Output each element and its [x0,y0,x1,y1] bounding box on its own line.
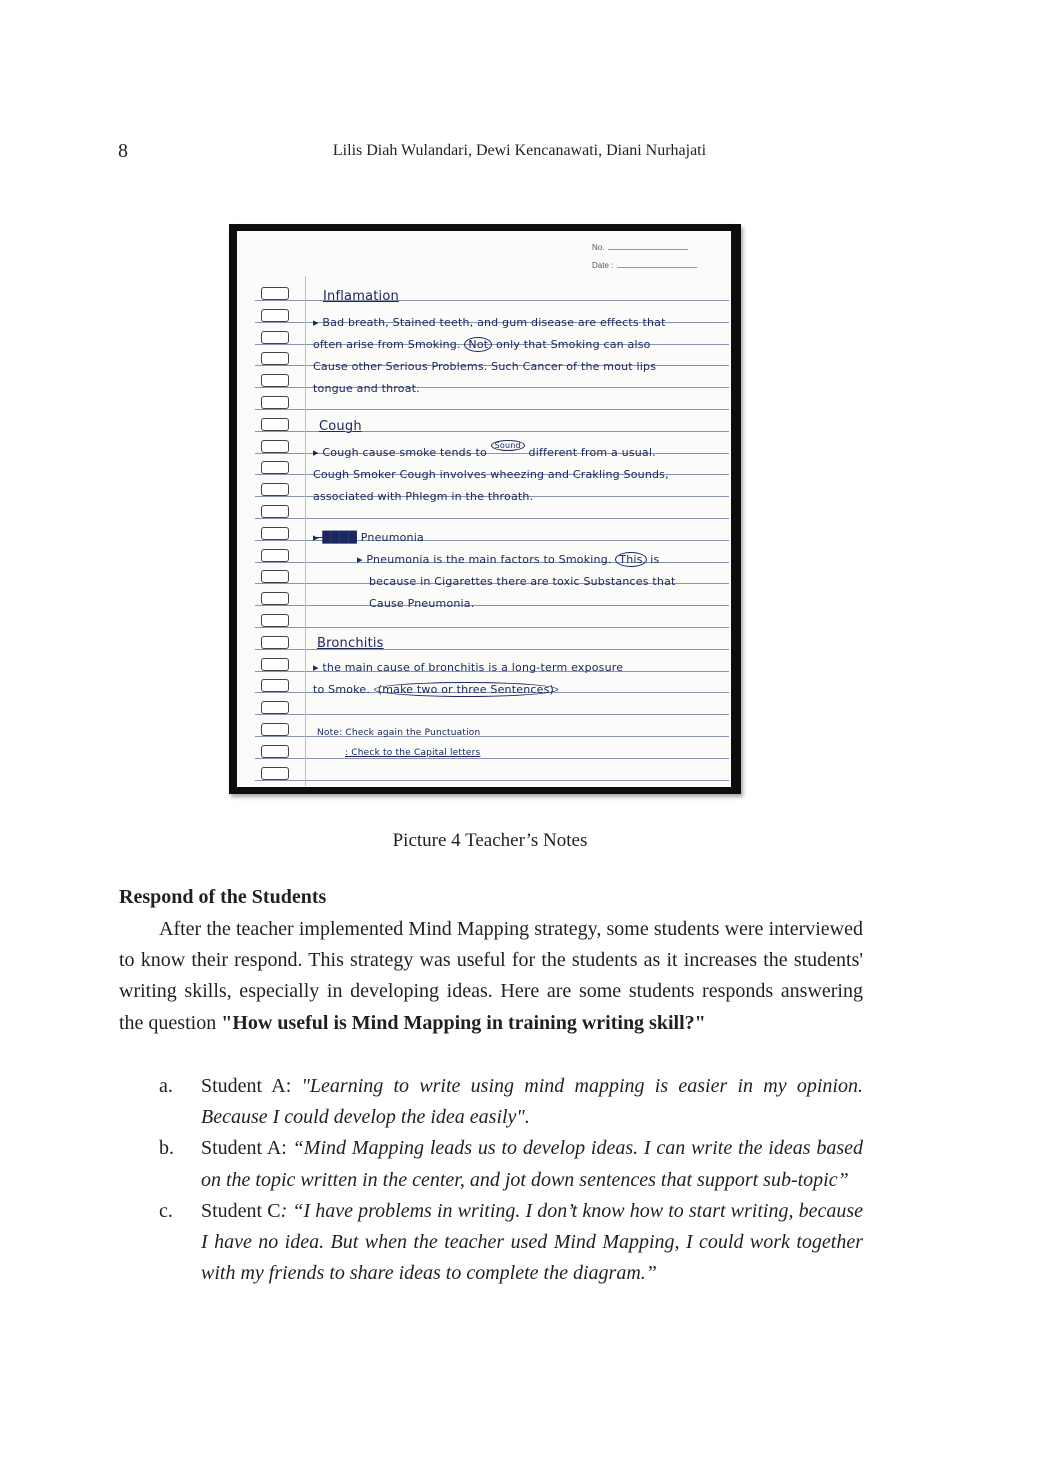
notebook-no-label: No. [592,243,605,252]
note-text: Pneumonia [360,531,424,544]
student-quote: “Mind Mapping leads us to develop ideas. I can write the ideas based on the topic written in the center, and jot down sentences that support sub-topic” [201,1137,863,1191]
teacher-circle-mark: Not [464,337,492,352]
notebook-checkbox [261,505,289,518]
running-header: Lilis Diah Wulandari, Dewi Kencanawati, Diani Nurhajati [332,142,707,159]
note-inflammation-line-2 [313,338,651,351]
notebook-rule-line [255,409,729,410]
teacher-note-line-1: Note: Check again the Punctuation [317,728,481,738]
student-responses-list [119,1071,863,1289]
research-question: "How useful is Mind Mapping in training writing skill?" [221,1011,706,1034]
notebook-margin-line [305,276,306,786]
list-marker: b. [159,1137,174,1160]
note-inflammation-line-4: tongue and throat. [313,382,420,395]
note-text: is [650,553,660,566]
note-text: ▸ Cough cause smoke tends to [313,446,487,459]
notebook-checkbox [261,331,289,344]
notebook-checkbox [261,745,289,758]
note-cough-title: Cough [319,419,362,434]
note-cough-line-3: associated with Phlegm in the throath. [313,490,534,503]
note-text: different from a usual. [528,446,656,459]
note-text: to Smoke. [313,683,371,696]
notebook-checkbox [261,549,289,562]
notebook-checkbox [261,440,289,453]
note-inflammation-title: Inflamation [323,289,399,304]
notebook-checkbox [261,701,289,714]
notebook-no-field [592,243,688,252]
list-marker: c. [159,1199,173,1222]
speaker-label: Student A: [201,1075,302,1097]
notebook-checkbox [261,527,289,540]
teacher-insert-mark: Sound [491,440,525,451]
notebook-checkbox [261,767,289,780]
note-text: only that Smoking can also [495,338,651,351]
teacher-note-line-2: : Check to the Capital letters [345,748,481,758]
note-cough-line-1 [313,441,656,459]
teacher-circle-mark: This [615,552,646,567]
notebook-checkbox [261,374,289,387]
note-inflammation-line-3: Cause other Serious Problems. Such Cancer of the mout lips [313,360,657,373]
notebook-checkbox [261,636,289,649]
notebook-page [237,231,731,787]
notebook-checkbox [261,483,289,496]
note-bronchitis-title: Bronchitis [317,636,384,651]
paragraph-text: After the teacher implemented Mind Mapping strategy, some students were interviewed to know their respond. This strategy was useful for the students as it increases the students' writing skills, especially in developing ideas. Here are some students responds answering the question [119,918,863,1034]
section-heading: Respond of the Students [119,886,327,908]
student-quote: : “I have problems in writing. I don’t know how to start writing, because I have no idea. But when the teacher used Mind Mapping, I could work together with my friends to share ideas to complete the diagram.” [201,1199,863,1285]
notebook-checkbox [261,352,289,365]
page-number: 8 [118,140,128,162]
teacher-notes-figure [229,224,741,794]
note-inflammation-line-1: ▸ Bad breath, Stained teeth, and gum disease are effects that [313,316,666,329]
notebook-date-field [592,261,697,270]
notebook-checkbox [261,592,289,605]
notebook-rule-line [255,518,729,519]
list-item [119,1071,863,1133]
notebook-checkbox [261,309,289,322]
notebook-checkbox [261,287,289,300]
note-pneumonia-title: ▸ ████ Pneumonia [313,531,424,544]
notebook-checkbox [261,461,289,474]
speaker-label: Student C [201,1199,281,1222]
note-text: ▸ Pneumonia is the main factors to Smoking. [357,553,612,566]
notebook-rule-line [255,780,729,781]
speaker-label: Student A: [201,1137,293,1160]
figure-caption: Picture 4 Teacher’s Notes [392,830,588,851]
notebook-rule-line [255,714,729,715]
list-item [119,1196,863,1290]
list-marker: a. [159,1075,173,1097]
student-quote: "Learning to write using mind mapping is easier in my opinion. Because I could develop the idea easily". [201,1075,863,1129]
notebook-rule-line [255,605,729,606]
notebook-checkbox [261,614,289,627]
notebook-rule-line [255,758,729,759]
note-bronchitis-line-1: ▸ the main cause of bronchitis is a long-term exposure [313,661,624,674]
note-bronchitis-line-2 [313,683,558,696]
notebook-checkbox [261,396,289,409]
notebook-checkbox [261,418,289,431]
note-pneumonia-line-1 [357,553,659,566]
body-paragraph [119,914,863,1039]
note-pneumonia-line-3: Cause Pneumonia. [369,597,475,610]
notebook-date-label: Date : [592,261,614,270]
notebook-checkbox [261,679,289,692]
notebook-rule-line [255,627,729,628]
note-cough-line-2: Cough Smoker Cough involves wheezing and Crakling Sounds, [313,468,669,481]
notebook-checkbox [261,658,289,671]
list-item [119,1133,863,1195]
note-pneumonia-line-2: because in Cigarettes there are toxic Substances that [369,575,676,588]
notebook-checkbox [261,570,289,583]
notebook-checkbox [261,723,289,736]
note-text: often arise from Smoking. [313,338,461,351]
teacher-comment-mark: (make two or three Sentences) [374,682,558,697]
